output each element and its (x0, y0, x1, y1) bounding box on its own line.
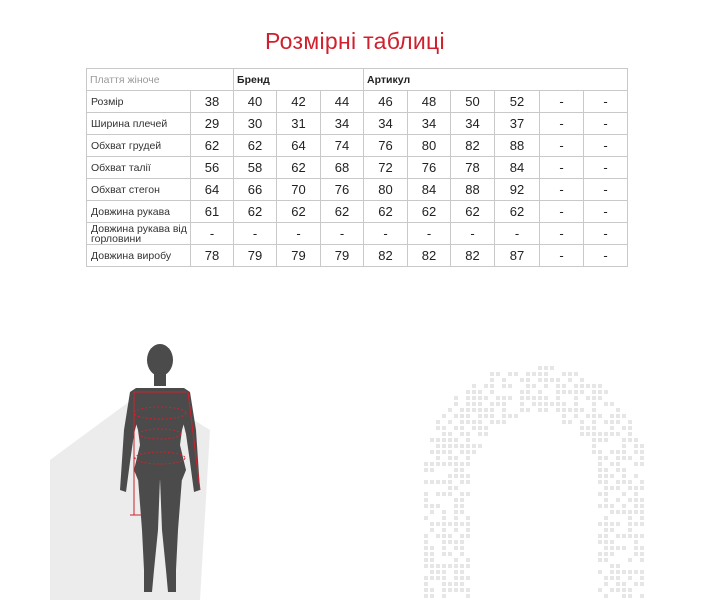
table-cell: 62 (321, 201, 364, 223)
table-cell: 52 (495, 91, 540, 113)
page-title: Розмірні таблиці (265, 28, 445, 54)
table-cell: 88 (495, 135, 540, 157)
table-row (87, 179, 628, 201)
table-cell: - (584, 179, 628, 201)
table-cell: 44 (321, 91, 364, 113)
table-cell: - (540, 223, 584, 245)
table-row (87, 201, 628, 223)
table-cell: - (540, 201, 584, 223)
table-row (87, 245, 628, 267)
table-cell: 72 (364, 157, 408, 179)
ornament-pattern (418, 360, 648, 600)
size-table (86, 68, 628, 267)
table-cell: 46 (364, 91, 408, 113)
table-cell: 64 (191, 179, 234, 201)
table-cell: - (584, 223, 628, 245)
table-cell: 62 (277, 157, 321, 179)
table-header-row (87, 69, 628, 91)
table-cell: 78 (451, 157, 495, 179)
table-cell: 78 (191, 245, 234, 267)
table-cell: 31 (277, 113, 321, 135)
table-cell: - (584, 135, 628, 157)
table-cell: 76 (364, 135, 408, 157)
table-cell: 38 (191, 91, 234, 113)
table-cell: 34 (451, 113, 495, 135)
row-label: Довжина виробу (87, 245, 191, 267)
table-cell: - (540, 135, 584, 157)
table-cell: 30 (234, 113, 277, 135)
table-cell: 82 (451, 135, 495, 157)
table-cell: 50 (451, 91, 495, 113)
table-cell: - (495, 223, 540, 245)
table-cell: 82 (408, 245, 451, 267)
table-cell: - (540, 179, 584, 201)
table-cell: 92 (495, 179, 540, 201)
category-cell: Плаття жіноче (87, 69, 234, 91)
row-label: Розмір (87, 91, 191, 113)
table-cell: 76 (408, 157, 451, 179)
table-cell: - (451, 223, 495, 245)
table-cell: 68 (321, 157, 364, 179)
table-cell: 42 (277, 91, 321, 113)
article-cell: Артикул (364, 69, 628, 91)
table-cell: 37 (495, 113, 540, 135)
table-cell: 62 (234, 135, 277, 157)
table-cell: - (540, 113, 584, 135)
table-cell: - (584, 201, 628, 223)
table-row (87, 91, 628, 113)
table-cell: 62 (495, 201, 540, 223)
table-cell: 82 (364, 245, 408, 267)
table-cell: 87 (495, 245, 540, 267)
table-cell: 34 (321, 113, 364, 135)
table-cell: 62 (191, 135, 234, 157)
table-cell: - (584, 91, 628, 113)
table-cell: 61 (191, 201, 234, 223)
table-cell: 84 (408, 179, 451, 201)
table-cell: 62 (234, 201, 277, 223)
table-row (87, 135, 628, 157)
table-cell: 70 (277, 179, 321, 201)
row-label: Обхват стегон (87, 179, 191, 201)
row-label: Довжина рукава від горловини (87, 223, 191, 245)
table-cell: 74 (321, 135, 364, 157)
table-cell: 62 (277, 201, 321, 223)
table-cell: - (540, 245, 584, 267)
table-cell: 80 (408, 135, 451, 157)
row-label: Обхват грудей (87, 135, 191, 157)
table-cell: - (408, 223, 451, 245)
table-cell: 88 (451, 179, 495, 201)
brand-cell: Бренд (234, 69, 364, 91)
table-cell: 62 (451, 201, 495, 223)
table-cell: - (364, 223, 408, 245)
table-cell: - (584, 245, 628, 267)
table-cell: - (191, 223, 234, 245)
table-cell: 66 (234, 179, 277, 201)
row-label: Обхват талії (87, 157, 191, 179)
row-label: Довжина рукава (87, 201, 191, 223)
table-cell: - (540, 157, 584, 179)
table-cell: 82 (451, 245, 495, 267)
table-cell: 34 (408, 113, 451, 135)
table-cell: 62 (408, 201, 451, 223)
table-cell: 64 (277, 135, 321, 157)
table-cell: 34 (364, 113, 408, 135)
table-cell: 79 (234, 245, 277, 267)
table-cell: - (584, 113, 628, 135)
table-cell: 79 (277, 245, 321, 267)
table-cell: 48 (408, 91, 451, 113)
table-cell: 40 (234, 91, 277, 113)
table-cell: 56 (191, 157, 234, 179)
table-cell: 58 (234, 157, 277, 179)
table-row (87, 223, 628, 245)
table-cell: 79 (321, 245, 364, 267)
table-cell: 29 (191, 113, 234, 135)
table-cell: 80 (364, 179, 408, 201)
table-row (87, 157, 628, 179)
table-cell: - (540, 91, 584, 113)
table-cell: - (234, 223, 277, 245)
table-cell: 76 (321, 179, 364, 201)
table-cell: 62 (364, 201, 408, 223)
table-row (87, 113, 628, 135)
table-cell: - (277, 223, 321, 245)
body-measurement-figure (50, 330, 290, 600)
table-cell: - (584, 157, 628, 179)
table-cell: 84 (495, 157, 540, 179)
row-label: Ширина плечей (87, 113, 191, 135)
table-cell: - (321, 223, 364, 245)
